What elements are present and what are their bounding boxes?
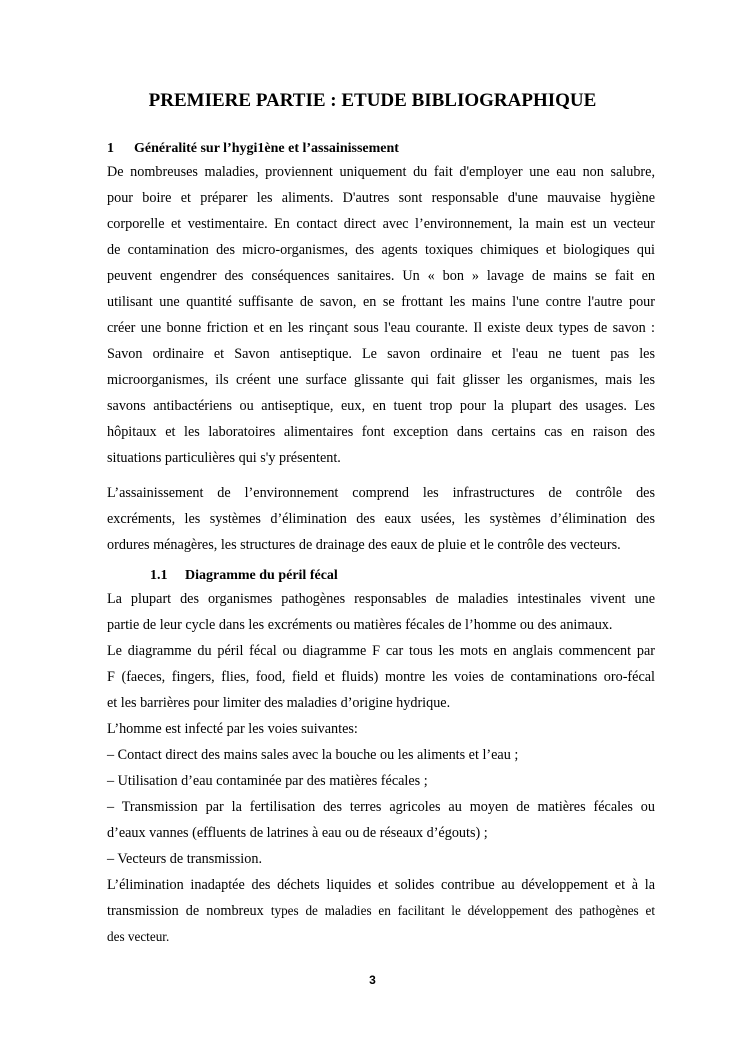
text-line: L’homme est infecté par les voies suivantes: <box>107 721 358 737</box>
text-line: excréments, les systèmes d’élimination des eaux usées, les systèmes d’élimination des <box>107 511 655 527</box>
text-line: et les barrières pour limiter des maladies d’origine hydrique. <box>107 695 451 711</box>
text-line: microorganismes, ils créent une surface glissante qui fait glisser les organismes, mais les <box>107 372 655 388</box>
text-line: des vecteur. <box>107 929 170 944</box>
section-1-heading <box>107 140 655 158</box>
text-line: d’eaux vannes (effluents de latrines à eau ou de réseaux d’égouts) ; <box>107 825 488 841</box>
text-line: corporelle et vestimentaire. En contact direct avec l’environnement, la main est un vecteur <box>107 216 655 232</box>
section-1-1-body <box>107 586 655 950</box>
list-item: – Contact direct des mains sales avec la bouche ou les aliments et l’eau ; <box>107 747 519 763</box>
text-line <box>107 898 655 924</box>
text-line: créer une bonne friction et en les rinçant sous l'eau courante. Il existe deux types de savon : <box>107 320 655 336</box>
list-item: – Utilisation d’eau contaminée par des matières fécales ; <box>107 773 428 789</box>
list-item: – Vecteurs de transmission. <box>107 851 262 867</box>
page-title: PREMIERE PARTIE : ETUDE BIBLIOGRAPHIQUE <box>148 90 597 111</box>
text-line: De nombreuses maladies, proviennent uniquement du fait d'employer une eau non salubre, <box>107 164 655 180</box>
text-line: Le diagramme du péril fécal ou diagramme F car tous les mots en anglais commencent par <box>107 643 655 659</box>
mixed-size-end: types de maladies en facilitant le développement des pathogènes et <box>270 903 655 918</box>
section-1-paragraph-1 <box>107 159 655 471</box>
mixed-size-start: transmission de nombreux <box>107 903 271 919</box>
text-line: L’assainissement de l’environnement comprend les infrastructures de contrôle des <box>107 485 655 501</box>
section-1-title: Généralité sur l’hygi1ène et l’assainissement <box>134 141 399 156</box>
section-1-number: 1 <box>107 141 114 156</box>
section-1-1-number: 1.1 <box>150 568 168 583</box>
section-1-1-heading <box>150 567 698 585</box>
text-line: savons antibactériens ou antiseptique, eux, en tuent trop pour la plupart des usages. Les <box>107 398 655 414</box>
text-line: L’élimination inadaptée des déchets liquides et solides contribue au développement et à la <box>107 877 655 893</box>
text-line: Savon ordinaire et Savon antiseptique. Le savon ordinaire et l'eau ne tuent pas les <box>107 346 655 362</box>
list-item: – Transmission par la fertilisation des terres agricoles au moyen de matières fécales ou <box>107 799 655 815</box>
text-line: ordures ménagères, les structures de drainage des eaux de pluie et le contrôle des vecteurs. <box>107 537 621 553</box>
text-line: utilisant une quantité suffisante de savon, en se frottant les mains l'une contre l'autre pour <box>107 294 655 310</box>
text-line: partie de leur cycle dans les excréments ou matières fécales de l’homme ou des animaux. <box>107 617 613 633</box>
page-number: 3 <box>369 973 376 987</box>
text-line: La plupart des organismes pathogènes responsables de maladies intestinales vivent une <box>107 591 655 607</box>
section-1-paragraph-2 <box>107 480 655 558</box>
text-line: situations particulières qui s'y présentent. <box>107 450 341 466</box>
text-line: peuvent engendrer des conséquences sanitaires. Un « bon » lavage de mains se fait en <box>107 268 655 284</box>
section-1-1-title: Diagramme du péril fécal <box>185 568 338 583</box>
text-line: hôpitaux et les laboratoires alimentaires font exception dans certains cas en raison des <box>107 424 655 440</box>
text-line: pour boire et préparer les aliments. D'autres sont responsable d'une mauvaise hygiène <box>107 190 655 206</box>
text-line: de contamination des micro-organismes, des agents toxiques chimiques et biologiques qui <box>107 242 655 258</box>
text-line: F (faeces, fingers, flies, food, field et fluids) montre les voies de contaminations oro-fécal <box>107 669 655 685</box>
